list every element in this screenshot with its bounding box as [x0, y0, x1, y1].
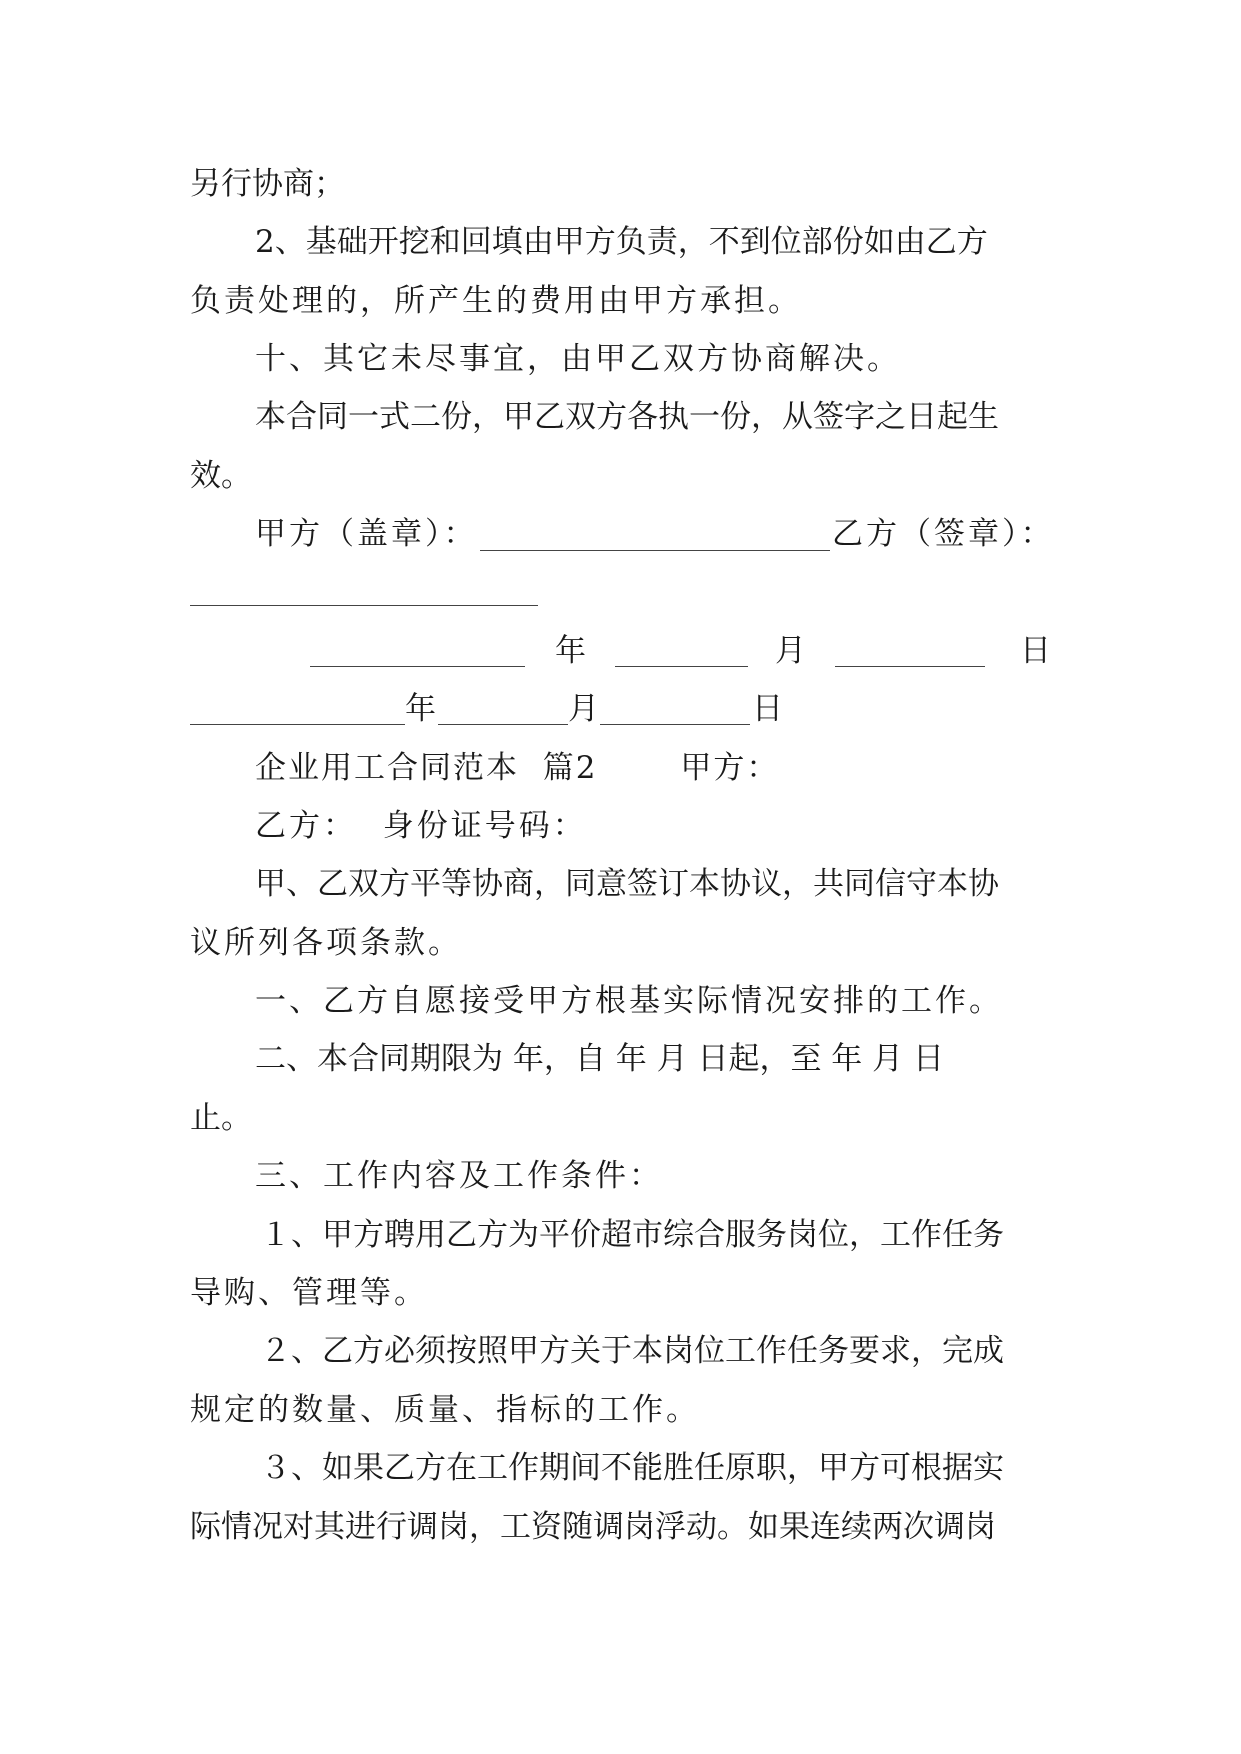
character: ，	[472, 399, 503, 435]
character: 各	[627, 399, 658, 435]
party-b-label: 乙方（签章）：	[832, 516, 1055, 552]
character: 同	[565, 866, 596, 902]
character: 连	[810, 1509, 841, 1545]
character: 进	[345, 1509, 376, 1545]
month-blank[interactable]	[438, 724, 568, 725]
character: 责	[646, 224, 678, 260]
character: 甲	[255, 866, 286, 902]
character: 自	[574, 1041, 606, 1077]
party-a-label: 甲方（盖章）：	[255, 516, 478, 552]
character: 次	[903, 1509, 934, 1545]
character: 果	[779, 1509, 810, 1545]
character: ，	[787, 1450, 818, 1486]
character: 由	[522, 224, 554, 260]
character: 日	[906, 399, 937, 435]
character: 用	[415, 1217, 446, 1253]
line-text: 导购、管理等。	[190, 1275, 428, 1311]
year-blank[interactable]	[310, 666, 525, 667]
character: 作	[508, 1450, 539, 1486]
character: 填	[491, 224, 523, 260]
text-line	[0, 276, 1241, 326]
character: 乙	[534, 399, 565, 435]
year-label: 年	[405, 691, 436, 727]
character: 负	[615, 224, 647, 260]
character: 能	[632, 1450, 663, 1486]
character: 按	[446, 1333, 477, 1369]
line-text: 乙方： 身份证号码：	[255, 808, 587, 844]
character: 务	[818, 1333, 849, 1369]
character: 职	[756, 1450, 787, 1486]
line-text: 另行协商；	[190, 166, 345, 202]
text-line	[0, 392, 1241, 442]
character: 要	[849, 1333, 880, 1369]
character: １	[260, 1217, 291, 1253]
character: 、	[291, 1450, 322, 1486]
character: 甲	[322, 1217, 353, 1253]
character: 作	[756, 1333, 787, 1369]
character: ，	[849, 1217, 880, 1253]
character: 甲	[818, 1450, 849, 1486]
text-line	[0, 1443, 1241, 1493]
character: 之	[875, 399, 906, 435]
month-label: 月	[568, 691, 599, 727]
character: 际	[190, 1509, 221, 1545]
character: 任	[694, 1450, 725, 1486]
character: 方	[353, 1333, 384, 1369]
character: 一	[689, 399, 720, 435]
character: 。	[717, 1509, 748, 1545]
character: 不	[601, 1450, 632, 1486]
day-blank[interactable]	[835, 666, 985, 667]
character: ３	[260, 1450, 291, 1486]
character: 起	[937, 399, 968, 435]
character: 调	[407, 1509, 438, 1545]
character: 等	[441, 866, 472, 902]
text-line	[0, 451, 1241, 501]
text-line	[0, 1326, 1241, 1376]
character: 为	[508, 1217, 539, 1253]
character: 础	[336, 224, 368, 260]
character: ，	[782, 866, 813, 902]
character: 双	[348, 866, 379, 902]
character: 式	[379, 399, 410, 435]
character: 至	[790, 1041, 822, 1077]
character: 浮	[655, 1509, 686, 1545]
character: 、	[286, 1041, 317, 1077]
character: 如	[863, 224, 895, 260]
character	[647, 1034, 657, 1084]
character: 于	[601, 1333, 632, 1369]
signature-row	[0, 509, 1241, 559]
line-text: 止。	[190, 1100, 252, 1136]
line-text	[190, 1502, 1053, 1552]
character: 位	[694, 1333, 725, 1369]
character: 方	[956, 224, 988, 260]
day-label: 日	[752, 691, 783, 727]
character: 工	[477, 1450, 508, 1486]
text-line	[0, 1385, 1241, 1435]
character: 调	[593, 1509, 624, 1545]
text-line	[0, 1151, 1241, 1201]
text-line	[0, 1093, 1241, 1143]
character: 议	[751, 866, 782, 902]
character: 执	[658, 399, 689, 435]
section-heading: 企业用工合同范本 篇2 甲方：	[255, 750, 780, 786]
character	[606, 1034, 616, 1084]
character: 求	[880, 1333, 911, 1369]
character: 基	[305, 224, 337, 260]
character: 位	[770, 224, 802, 260]
character: 工	[880, 1217, 911, 1253]
character: 照	[477, 1333, 508, 1369]
character: 、	[286, 866, 317, 902]
text-line	[0, 159, 1241, 209]
character: 岗	[663, 1333, 694, 1369]
character: 工	[500, 1509, 531, 1545]
line-text	[255, 859, 1053, 909]
character: 必	[384, 1333, 415, 1369]
character: 关	[570, 1333, 601, 1369]
character: 平	[539, 1217, 570, 1253]
character: 年	[831, 1041, 863, 1077]
line-text: 一、乙方自愿接受甲方根基实际情况安排的工作。	[255, 983, 1003, 1019]
character: 续	[841, 1509, 872, 1545]
character: ，	[534, 866, 565, 902]
character: 商	[503, 866, 534, 902]
character: 随	[562, 1509, 593, 1545]
character: 为	[472, 1041, 503, 1077]
character: 行	[376, 1509, 407, 1545]
character: 起	[728, 1041, 760, 1077]
text-line	[0, 334, 1241, 384]
date-row	[0, 684, 1241, 734]
character: 甲	[503, 399, 534, 435]
character: 其	[314, 1509, 345, 1545]
character: 原	[725, 1450, 756, 1486]
character: ，	[911, 1333, 942, 1369]
character: 本	[317, 1041, 348, 1077]
character: 如	[748, 1509, 779, 1545]
character: 本	[689, 866, 720, 902]
character: 二	[255, 1041, 286, 1077]
character: 甲	[508, 1333, 539, 1369]
character: 年	[615, 1041, 647, 1077]
text-line	[0, 743, 1241, 793]
character: 共	[813, 866, 844, 902]
character: 如	[322, 1450, 353, 1486]
character: 岗	[438, 1509, 469, 1545]
character: 市	[632, 1217, 663, 1253]
character: 胜	[663, 1450, 694, 1486]
character: 同	[379, 1041, 410, 1077]
character: 务	[756, 1217, 787, 1253]
character: 方	[415, 1450, 446, 1486]
character: 两	[872, 1509, 903, 1545]
character: 订	[658, 866, 689, 902]
character: 根	[911, 1450, 942, 1486]
character	[821, 1034, 831, 1084]
day-blank[interactable]	[600, 724, 750, 725]
character: 日	[913, 1041, 945, 1077]
character: 平	[410, 866, 441, 902]
character: 协	[720, 866, 751, 902]
character	[688, 1034, 698, 1084]
character: 、	[291, 1217, 322, 1253]
character: 方	[353, 1217, 384, 1253]
character: 和	[429, 224, 461, 260]
character: 限	[441, 1041, 472, 1077]
character: 2	[255, 224, 275, 260]
character: 任	[942, 1217, 973, 1253]
character: 价	[570, 1217, 601, 1253]
text-line	[0, 217, 1241, 267]
character: 期	[539, 1450, 570, 1486]
character	[903, 1034, 913, 1084]
text-line	[0, 918, 1241, 968]
party-b-signature-line[interactable]	[190, 605, 538, 606]
line-text	[255, 1034, 1053, 1084]
character: ，	[677, 224, 709, 260]
line-text: 规定的数量、质量、指标的工作。	[190, 1392, 700, 1428]
character: 方	[849, 1450, 880, 1486]
character: 调	[934, 1509, 965, 1545]
character: 况	[252, 1509, 283, 1545]
year-blank[interactable]	[190, 724, 405, 725]
character: 务	[973, 1217, 1004, 1253]
character: 、	[274, 224, 306, 260]
character: 据	[942, 1450, 973, 1486]
year-label: 年	[555, 633, 586, 669]
character: 工	[725, 1333, 756, 1369]
character: 从	[782, 399, 813, 435]
character: 乙	[925, 224, 957, 260]
character: 签	[627, 866, 658, 902]
character: 本	[632, 1333, 663, 1369]
character: 合	[286, 399, 317, 435]
character: 一	[348, 399, 379, 435]
month-blank[interactable]	[615, 666, 748, 667]
character: 份	[720, 399, 751, 435]
character: 岗	[624, 1509, 655, 1545]
character: ，	[751, 399, 782, 435]
character: 二	[410, 399, 441, 435]
line-text: 十、其它未尽事宜，由甲乙双方协商解决。	[255, 341, 901, 377]
character: 聘	[384, 1217, 415, 1253]
character: 协	[472, 866, 503, 902]
character: 完	[942, 1333, 973, 1369]
character: 合	[694, 1217, 725, 1253]
line-text	[255, 217, 1053, 267]
text-line	[0, 859, 1241, 909]
character: 生	[968, 399, 999, 435]
character: 在	[446, 1450, 477, 1486]
text-line	[0, 976, 1241, 1026]
character: 乙	[384, 1450, 415, 1486]
character: ，	[759, 1041, 791, 1077]
character: 乙	[317, 866, 348, 902]
character: 岗	[787, 1217, 818, 1253]
text-line	[0, 1210, 1241, 1260]
character: 方	[596, 399, 627, 435]
character: 动	[686, 1509, 717, 1545]
character: 超	[601, 1217, 632, 1253]
character: 年	[512, 1041, 544, 1077]
character: 签	[813, 399, 844, 435]
day-label: 日	[1020, 633, 1051, 669]
character: 间	[570, 1450, 601, 1486]
text-line	[0, 1268, 1241, 1318]
line-text	[260, 1210, 1053, 1260]
character: 本	[937, 866, 968, 902]
character: 信	[875, 866, 906, 902]
character: 成	[973, 1333, 1004, 1369]
text-line	[0, 801, 1241, 851]
character: 合	[348, 1041, 379, 1077]
line-text	[255, 392, 1053, 442]
character: 日	[697, 1041, 729, 1077]
line-text: 三、工作内容及工作条件：	[255, 1158, 663, 1194]
character: 同	[844, 866, 875, 902]
character: 同	[317, 399, 348, 435]
character: 可	[880, 1450, 911, 1486]
character: 期	[410, 1041, 441, 1077]
character: 甲	[553, 224, 585, 260]
month-label: 月	[775, 633, 806, 669]
line-text	[260, 1326, 1053, 1376]
character: 果	[353, 1450, 384, 1486]
character: ，	[543, 1041, 575, 1077]
character: 作	[911, 1217, 942, 1253]
character: 份	[441, 399, 472, 435]
character: 情	[221, 1509, 252, 1545]
character: 对	[283, 1509, 314, 1545]
character: 月	[656, 1041, 688, 1077]
character: 方	[584, 224, 616, 260]
character: 资	[531, 1509, 562, 1545]
line-text: 效。	[190, 458, 252, 494]
character	[503, 1034, 513, 1084]
character: 月	[872, 1041, 904, 1077]
character: 挖	[398, 224, 430, 260]
character: 意	[596, 866, 627, 902]
date-row	[0, 626, 1241, 676]
character: 守	[906, 866, 937, 902]
character: 乙	[322, 1333, 353, 1369]
character: 双	[565, 399, 596, 435]
character: 协	[968, 866, 999, 902]
text-line	[0, 1502, 1241, 1552]
character: ，	[469, 1509, 500, 1545]
character: 任	[787, 1333, 818, 1369]
character: 字	[844, 399, 875, 435]
character	[862, 1034, 872, 1084]
character: 岗	[965, 1509, 996, 1545]
signature-row	[0, 567, 1241, 617]
character: 位	[818, 1217, 849, 1253]
line-text	[260, 1443, 1053, 1493]
character: 乙	[446, 1217, 477, 1253]
character: 、	[291, 1333, 322, 1369]
character: ２	[260, 1333, 291, 1369]
character: 份	[832, 224, 864, 260]
character: 开	[367, 224, 399, 260]
character: 回	[460, 224, 492, 260]
character: 方	[539, 1333, 570, 1369]
character: 到	[739, 224, 771, 260]
character: 实	[973, 1450, 1004, 1486]
character: 方	[477, 1217, 508, 1253]
character: 服	[725, 1217, 756, 1253]
line-text: 负责处理的，所产生的费用由甲方承担。	[190, 283, 802, 319]
party-a-signature-line[interactable]	[480, 550, 830, 551]
character: 须	[415, 1333, 446, 1369]
character: 综	[663, 1217, 694, 1253]
character: 由	[894, 224, 926, 260]
character: 方	[379, 866, 410, 902]
character: 不	[708, 224, 740, 260]
character: 本	[255, 399, 286, 435]
line-text: 议所列各项条款。	[190, 925, 462, 961]
text-line	[0, 1034, 1241, 1084]
character: 部	[801, 224, 833, 260]
